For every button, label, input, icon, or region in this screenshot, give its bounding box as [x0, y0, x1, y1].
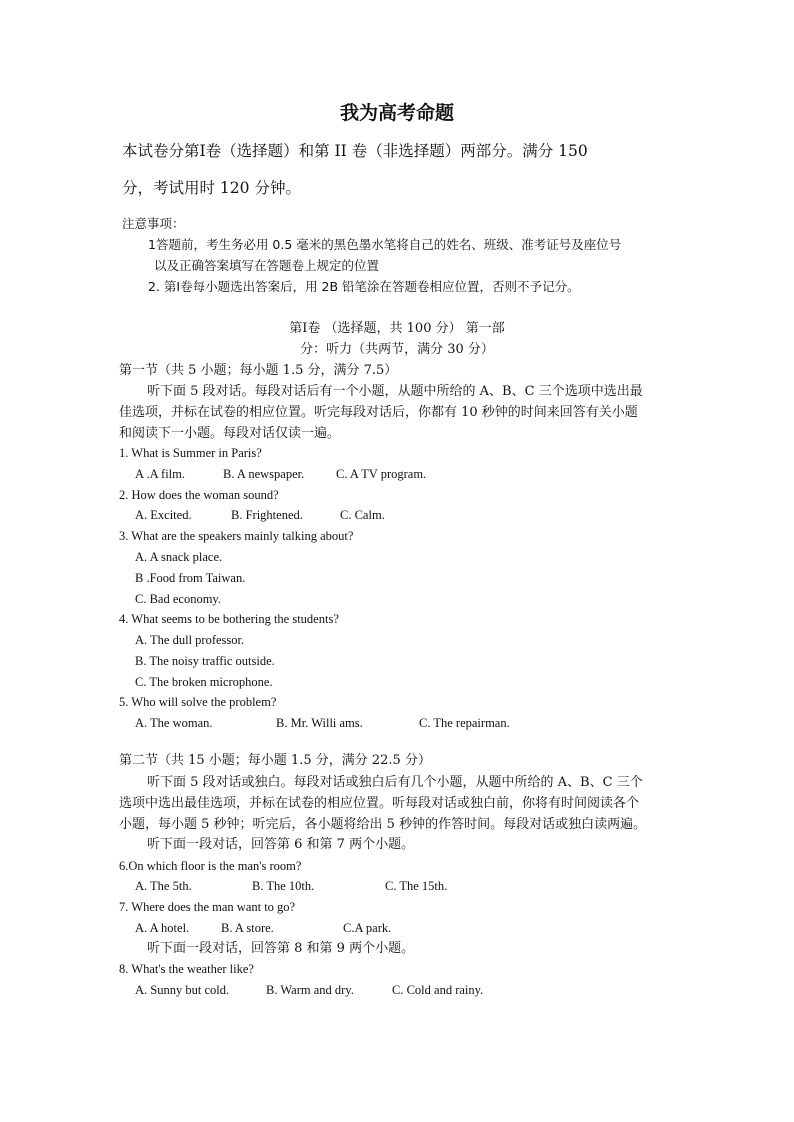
question-text: 8. What's the weather like?	[119, 962, 254, 976]
question-text: 7. Where does the man want to go?	[119, 900, 296, 914]
answer-option: A. A snack place.	[135, 550, 223, 564]
answer-option: B. Frightened.	[231, 508, 303, 522]
answer-option: A. The 5th.	[135, 879, 192, 893]
question-text: 3. What are the speakers mainly talking about?	[119, 529, 354, 543]
answer-option: C. Cold and rainy.	[392, 983, 484, 997]
answer-option: A. The dull professor.	[135, 633, 245, 647]
question-text: 6.On which floor is the man's room?	[119, 859, 302, 873]
section2-heading: 第二节（共 15 小题；每小题 1.5 分，满分 22.5 分）	[119, 753, 431, 768]
answer-option: A. A hotel.	[135, 921, 190, 935]
answer-option: A. The woman.	[135, 716, 213, 730]
intro-line-1: 本试卷分第Ⅰ卷（选择题）和第 II 卷（非选择题）两部分。满分 150	[122, 142, 588, 160]
answer-option: B. Warm and dry.	[266, 983, 354, 997]
answer-option: C. Calm.	[340, 508, 385, 522]
section1-heading: 第一节（共 5 小题；每小题 1.5 分，满分 7.5）	[119, 363, 398, 378]
part1-heading-line-2: 分：听力（共两节，满分 30 分）	[300, 342, 494, 357]
section1-instructions-line-2: 佳选项，并标在试卷的相应位置。听完每段对话后，你都有 10 秒钟的时间来回答有关小题	[119, 405, 638, 420]
answer-option: A. Excited.	[135, 508, 192, 522]
answer-option: C. The repairman.	[419, 716, 510, 730]
answer-option: B .Food from Taiwan.	[135, 571, 246, 585]
question-text: 5. Who will solve the problem?	[119, 695, 277, 709]
answer-option: C. The broken microphone.	[135, 675, 273, 689]
answer-option: B. The noisy traffic outside.	[135, 654, 275, 668]
question-text: 4. What seems to be bothering the students?	[119, 612, 339, 626]
section2-instructions-line-3: 小题，每小题 5 秒钟；听完后，各小题将给出 5 秒钟的作答时间。每段对话或独白读两遍。	[119, 817, 647, 832]
notes-item-1-line-2: 以及正确答案填写在答题卷上规定的位置	[154, 258, 380, 273]
notes-heading: 注意事项：	[122, 216, 185, 231]
question-text: 2. How does the woman sound?	[119, 488, 279, 502]
answer-option: C. A TV program.	[336, 467, 427, 481]
answer-option: B. The 10th.	[252, 879, 315, 893]
section2-instructions-line-1: 听下面 5 段对话或独白。每段对话或独白后有几个小题，从题中所给的 A、B、C 三个	[147, 775, 643, 790]
part1-heading-line-1: 第Ⅰ卷 （选择题，共 100 分） 第一部	[289, 321, 505, 336]
section2-sub-instruction: 听下面一段对话，回答第 6 和第 7 两个小题。	[147, 837, 415, 852]
answer-option: C. The 15th.	[385, 879, 448, 893]
section1-instructions-line-3: 和阅读下一小题。每段对话仅读一遍。	[119, 426, 341, 441]
section2-instructions-line-2: 选项中选出最佳选项，并标在试卷的相应位置。听每段对话或独白前，你将有时间阅读各个	[119, 796, 640, 811]
section2-sub-instruction: 听下面一段对话，回答第 8 和第 9 两个小题。	[147, 941, 415, 956]
intro-line-2: 分，考试用时 120 分钟。	[122, 179, 301, 197]
answer-option: A. Sunny but cold.	[135, 983, 230, 997]
answer-option: B. A store.	[221, 921, 274, 935]
notes-item-2: 2. 第Ⅰ卷每小题选出答案后，用 2B 铅笔涂在答题卷相应位置，否则不予记分。	[148, 279, 580, 294]
page-title: 我为高考命题	[339, 102, 454, 124]
notes-item-1-line-1: 1答题前，考生务必用 0.5 毫米的黑色墨水笔将自己的姓名、班级、准考证号及座位号	[148, 237, 622, 252]
answer-option: A .A film.	[135, 467, 186, 481]
section1-instructions-line-1: 听下面 5 段对话。每段对话后有一个小题，从题中所给的 A、B、C 三个选项中选出最	[147, 384, 643, 399]
answer-option: B. A newspaper.	[223, 467, 305, 481]
question-text: 1. What is Summer in Paris?	[119, 446, 262, 460]
answer-option: B. Mr. Willi ams.	[276, 716, 363, 730]
answer-option: C. Bad economy.	[135, 592, 221, 606]
answer-option: C.A park.	[343, 921, 392, 935]
